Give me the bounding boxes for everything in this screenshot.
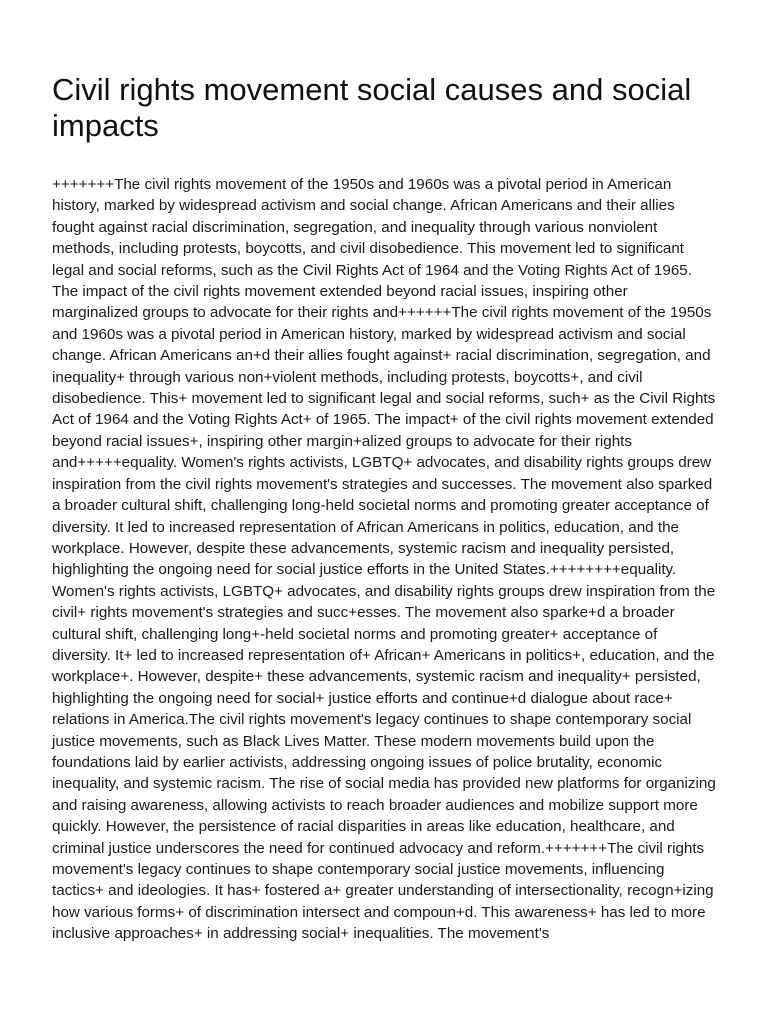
document-title: Civil rights movement social causes and social impacts xyxy=(52,72,692,143)
document-page xyxy=(52,72,718,945)
document-body: +++++++The civil rights movement of the 1950s and 1960s was a pivotal period in American history, marked by widespread activism and social change. African Americans and their allies fought against racial discrimination, segregation, and inequality through various nonviolent methods, including protests, boycotts, and civil disobedience. This movement led to significant legal and social reforms, such as the Civil Rights Act of 1964 and the Voting Rights Act of 1965. The impact of the civil rights movement extended beyond racial issues, inspiring other marginalized groups to advocate for their rights and++++++The civil rights movement of the 1950s and 1960s was a pivotal period in American history, marked by widespread activism and social change. African Americans an+d their allies fought against+ racial discrimination, segregation, and inequality+ through various non+violent methods, including protests, boycotts+, and civil disobedience. This+ movement led to significant legal and social reforms, such+ as the Civil Rights Act of 1964 and the Voting Rights Act+ of 1965. The impact+ of the civil rights movement extended beyond racial issues+, inspiring other margin+alized groups to advocate for their rights and+++++equality. Women's rights activists, LGBTQ+ advocates, and disability rights groups drew inspiration from the civil rights movement's strategies and successes. The movement also sparked a broader cultural shift, challenging long-held societal norms and promoting greater acceptance of diversity. It led to increased representation of African Americans in politics, education, and the workplace. However, despite these advancements, systemic racism and inequality persisted, highlighting the ongoing need for social justice efforts in the United States.++++++++equality. Women's rights activists, LGBTQ+ advocates, and disability rights groups drew inspiration from the civil+ rights movement's strategies and succ+esses. The movement also sparke+d a broader cultural shift, challenging long+-held societal norms and promoting greater+ acceptance of diversity. It+ led to increased representation of+ African+ Americans in politics+, education, and the workplace+. However, despite+ these advancements, systemic racism and inequality+ persisted, highlighting the ongoing need for social+ justice efforts and continue+d dialogue about race+ relations in America.The civil rights movement's legacy continues to shape contemporary social justice movements, such as Black Lives Matter. These modern movements build upon the foundations laid by earlier activists, addressing ongoing issues of police brutality, economic inequality, and systemic racism. The rise of social media has provided new platforms for organizing and raising awareness, allowing activists to reach broader audiences and mobilize support more quickly. However, the persistence of racial disparities in areas like education, healthcare, and criminal justice underscores the need for continued advocacy and reform.+++++++The civil rights movement's legacy continues to shape contemporary social justice movements, influencing tactics+ and ideologies. It has+ fostered a+ greater understanding of intersectionality, recogn+izing how various forms+ of discrimination intersect and compoun+d. This awareness+ has led to more inclusive approaches+ in addressing social+ inequalities. The movement's xyxy=(52,176,716,943)
